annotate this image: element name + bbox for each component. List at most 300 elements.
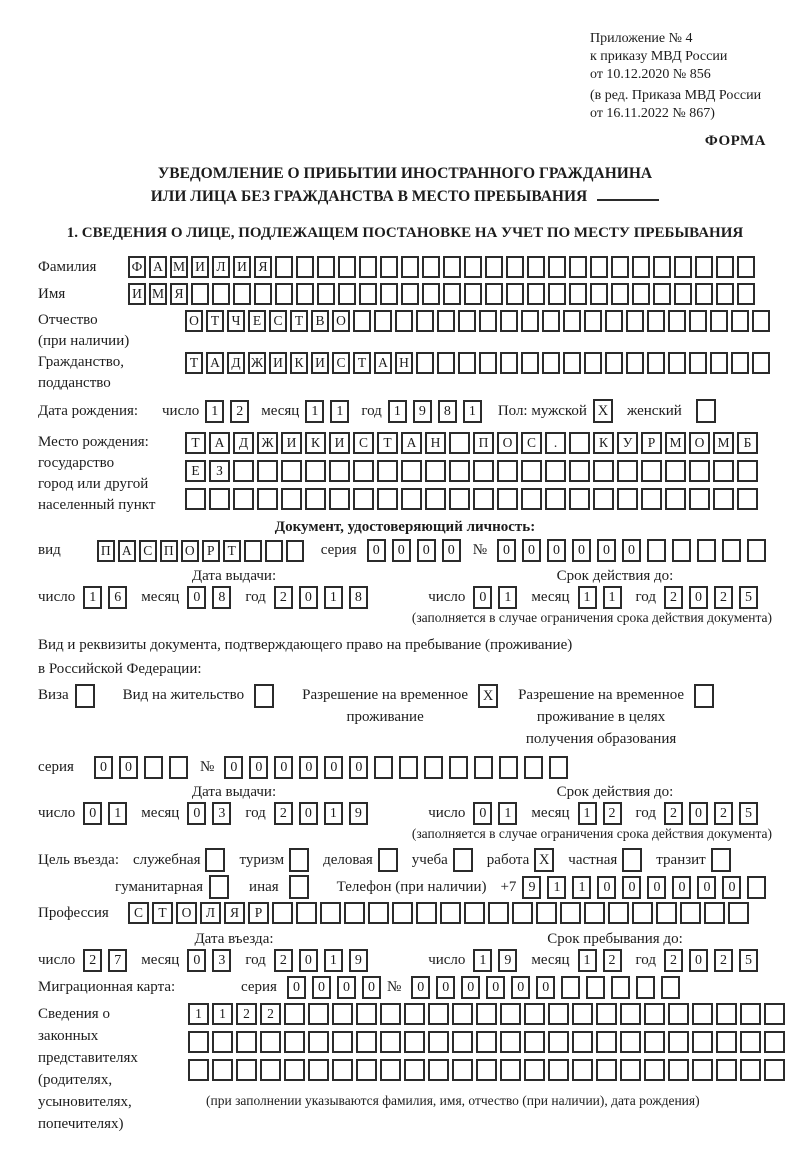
char-box: А	[209, 432, 230, 454]
char-box	[260, 1059, 281, 1081]
char-box	[458, 310, 476, 332]
representatives-right-col	[188, 1003, 788, 1109]
char-box	[722, 539, 741, 562]
char-box	[377, 460, 398, 482]
char-box: 8	[349, 586, 368, 609]
char-box: 1	[212, 1003, 233, 1025]
char-box	[524, 1031, 545, 1053]
char-box	[584, 310, 602, 332]
expiry-month-cells[interactable]	[578, 586, 628, 609]
char-box	[506, 256, 524, 278]
section1-heading: 1. СВЕДЕНИЯ О ЛИЦЕ, ПОДЛЕЖАЩЕМ ПОСТАНОВКЕ НА УЧЕТ ПО МЕСТУ ПРЕБЫВАНИЯ	[66, 225, 744, 241]
char-box	[332, 1059, 353, 1081]
char-box	[359, 283, 377, 305]
patronymic-row	[38, 310, 772, 352]
char-box	[668, 1031, 689, 1053]
char-box	[374, 756, 393, 779]
char-box	[308, 1003, 329, 1025]
char-box	[392, 902, 413, 924]
purpose-tourism-label: туризм	[239, 851, 285, 868]
char-box	[464, 902, 485, 924]
char-box	[695, 256, 713, 278]
char-box	[281, 460, 302, 482]
issue-heading: Дата выдачи:	[191, 784, 277, 800]
appendix-line: от 10.12.2020 № 856	[590, 67, 711, 82]
issue-year-cells[interactable]	[274, 802, 374, 825]
form-title	[38, 162, 772, 208]
char-box: 2	[714, 802, 733, 825]
char-box: 2	[714, 949, 733, 972]
char-box: О	[689, 432, 710, 454]
char-box	[399, 756, 418, 779]
char-box	[596, 1003, 617, 1025]
char-box	[710, 310, 728, 332]
char-box	[428, 1031, 449, 1053]
identity-doc-date-headings	[38, 567, 772, 585]
representatives-cells-stack	[188, 1003, 788, 1081]
issue-month-cells[interactable]	[187, 802, 237, 825]
doc-series-label: серия	[320, 542, 357, 558]
char-box	[740, 1031, 761, 1053]
entry-day-cells[interactable]	[83, 949, 133, 972]
char-box: Р	[248, 902, 269, 924]
gender-male-checkbox[interactable]: X	[593, 399, 613, 423]
patronymic-cells[interactable]	[185, 310, 773, 332]
char-box	[644, 1003, 665, 1025]
char-box: О	[332, 310, 350, 332]
char-box: Ч	[227, 310, 245, 332]
entry-year-cells[interactable]	[274, 949, 374, 972]
char-box	[647, 310, 665, 332]
expiry-day-cells[interactable]	[473, 586, 523, 609]
gender-female-checkbox[interactable]	[696, 399, 716, 423]
identity-doc-note: (заполняется в случае ограничения срока действия документа)	[411, 610, 772, 625]
char-box: 1	[388, 400, 407, 423]
birthplace-cells-row3[interactable]	[185, 488, 761, 510]
char-box	[500, 1031, 521, 1053]
expiry-day-cells[interactable]	[473, 802, 523, 825]
purpose-humanitarian-label: гуманитарная	[115, 878, 204, 895]
char-box: 0	[689, 802, 708, 825]
birth-year-cells[interactable]	[388, 400, 488, 423]
char-box	[716, 1031, 737, 1053]
char-box: Б	[737, 432, 758, 454]
char-box	[191, 283, 209, 305]
purpose-study-checkbox[interactable]	[453, 848, 473, 872]
char-box	[548, 283, 566, 305]
char-box	[545, 460, 566, 482]
char-box: Р	[202, 540, 220, 562]
representatives-cells-row3[interactable]	[188, 1059, 788, 1081]
char-box: Т	[353, 352, 371, 374]
char-box: 2	[230, 400, 249, 423]
char-box: 0	[224, 756, 243, 779]
char-box	[668, 1059, 689, 1081]
expiry-year-cells[interactable]	[664, 586, 764, 609]
char-box	[422, 256, 440, 278]
citizenship-label	[38, 352, 185, 394]
citizenship-label-line2: подданство	[38, 375, 111, 391]
char-box	[641, 460, 662, 482]
representatives-cells-row1[interactable]	[188, 1003, 788, 1025]
issue-year-cells[interactable]	[274, 586, 374, 609]
char-box: 8	[212, 586, 231, 609]
char-box	[569, 256, 587, 278]
char-box	[605, 310, 623, 332]
representatives-block	[38, 1003, 772, 1135]
char-box: П	[473, 432, 494, 454]
temp-residence-permit-checkbox[interactable]: X	[478, 684, 498, 708]
profession-cells[interactable]	[128, 902, 752, 924]
char-box: И	[281, 432, 302, 454]
purpose-business-checkbox[interactable]	[378, 848, 398, 872]
char-box	[416, 310, 434, 332]
char-box	[716, 256, 734, 278]
char-box: Т	[377, 432, 398, 454]
char-box: А	[401, 432, 422, 454]
char-box	[674, 283, 692, 305]
char-box	[500, 1003, 521, 1025]
char-box: 1	[463, 400, 482, 423]
char-box	[188, 1031, 209, 1053]
char-box	[284, 1003, 305, 1025]
char-box	[728, 902, 749, 924]
char-box	[440, 902, 461, 924]
char-box: 0	[722, 876, 741, 899]
char-box: 0	[647, 876, 666, 899]
residence-number-label: №	[200, 759, 215, 775]
month-word: месяц	[141, 952, 180, 968]
day-word: число	[38, 952, 76, 968]
stay-year-cells[interactable]	[664, 949, 764, 972]
char-box	[590, 283, 608, 305]
representatives-label	[38, 1003, 188, 1135]
purpose-official-checkbox[interactable]	[205, 848, 225, 872]
char-box	[404, 1003, 425, 1025]
char-box	[560, 902, 581, 924]
char-box: 0	[287, 976, 306, 999]
char-box: 0	[299, 949, 318, 972]
char-box: Н	[425, 432, 446, 454]
char-box	[144, 756, 163, 779]
representatives-label-line5: усыновителях,	[38, 1094, 132, 1110]
citizenship-cells[interactable]	[185, 352, 773, 374]
char-box: 0	[697, 876, 716, 899]
char-box	[656, 902, 677, 924]
char-box: 6	[108, 586, 127, 609]
purpose-tourism-checkbox[interactable]	[289, 848, 309, 872]
char-box: 2	[603, 949, 622, 972]
char-box	[563, 352, 581, 374]
surname-label: Фамилия	[38, 258, 97, 275]
char-box	[542, 310, 560, 332]
char-box	[647, 539, 666, 562]
char-box	[527, 256, 545, 278]
char-box	[401, 488, 422, 510]
char-box: Е	[248, 310, 266, 332]
residence-doc-intro-line2: в Российской Федерации:	[38, 661, 202, 677]
char-box: 5	[739, 802, 758, 825]
char-box: 0	[473, 586, 492, 609]
char-box: М	[170, 256, 188, 278]
expiry-year-cells[interactable]	[664, 802, 764, 825]
birth-day-cells[interactable]	[205, 400, 255, 423]
purpose-other-checkbox[interactable]	[289, 875, 309, 899]
char-box: М	[713, 432, 734, 454]
entry-dates-row	[38, 949, 772, 972]
char-box	[737, 488, 758, 510]
char-box: К	[305, 432, 326, 454]
month-word: месяц	[141, 589, 180, 605]
residence-number-cells[interactable]	[224, 756, 574, 779]
migration-number-cells[interactable]	[411, 976, 686, 999]
entry-month-cells[interactable]	[187, 949, 237, 972]
char-box	[626, 310, 644, 332]
representatives-label-line6: попечителях)	[38, 1116, 124, 1132]
char-box	[395, 310, 413, 332]
char-box: 0	[299, 586, 318, 609]
birthplace-label	[38, 432, 185, 516]
entry-date-headings	[38, 930, 772, 948]
citizenship-label-line1: Гражданство,	[38, 354, 125, 370]
surname-cells[interactable]	[128, 256, 758, 278]
char-box	[476, 1059, 497, 1081]
char-box: 0	[689, 949, 708, 972]
appendix-line: к приказу МВД России	[590, 49, 728, 64]
doc-number-cells[interactable]	[497, 539, 772, 562]
citizenship-row	[38, 352, 772, 394]
char-box	[359, 256, 377, 278]
char-box	[524, 1059, 545, 1081]
doc-kind-cells[interactable]	[97, 540, 307, 562]
char-box: Т	[206, 310, 224, 332]
char-box: Д	[227, 352, 245, 374]
edu-residence-permit-checkbox[interactable]	[694, 684, 714, 708]
char-box	[545, 488, 566, 510]
char-box: 1	[498, 586, 517, 609]
char-box	[488, 902, 509, 924]
char-box: 2	[260, 1003, 281, 1025]
char-box	[284, 1059, 305, 1081]
birthplace-label-line4: населенный пункт	[38, 497, 156, 513]
phone-cells[interactable]	[522, 876, 772, 899]
char-box	[428, 1003, 449, 1025]
char-box	[401, 460, 422, 482]
purpose-business-label: деловая	[323, 851, 373, 868]
char-box: С	[269, 310, 287, 332]
char-box	[665, 460, 686, 482]
char-box	[236, 1059, 257, 1081]
edu-permit-line3: получения образования	[525, 731, 677, 747]
purpose-humanitarian-checkbox[interactable]	[209, 875, 229, 899]
char-box	[593, 488, 614, 510]
char-box	[521, 352, 539, 374]
issue-day-cells[interactable]	[83, 586, 133, 609]
expiry-month-cells[interactable]	[578, 802, 628, 825]
char-box	[521, 310, 539, 332]
char-box: И	[311, 352, 329, 374]
char-box: 0	[622, 876, 641, 899]
char-box: 1	[324, 802, 343, 825]
edu-permit-line2: проживание в целях	[536, 709, 666, 725]
char-box	[641, 488, 662, 510]
purpose-official-label: служебная	[132, 851, 201, 868]
issue-month-cells[interactable]	[187, 586, 237, 609]
char-box: 0	[299, 802, 318, 825]
char-box: М	[665, 432, 686, 454]
firstname-label: Имя	[38, 285, 66, 302]
char-box: З	[209, 460, 230, 482]
purpose-private-checkbox[interactable]	[622, 848, 642, 872]
char-box	[617, 488, 638, 510]
char-box	[620, 1003, 641, 1025]
char-box: 2	[83, 949, 102, 972]
char-box	[752, 310, 770, 332]
char-box	[499, 756, 518, 779]
char-box	[668, 310, 686, 332]
char-box: 5	[739, 949, 758, 972]
char-box	[632, 283, 650, 305]
char-box	[737, 283, 755, 305]
char-box: 1	[205, 400, 224, 423]
firstname-cells[interactable]	[128, 283, 758, 305]
char-box	[320, 902, 341, 924]
char-box	[605, 352, 623, 374]
purpose-work-checkbox[interactable]: X	[534, 848, 554, 872]
char-box	[704, 902, 725, 924]
char-box: .	[545, 432, 566, 454]
char-box	[636, 976, 655, 999]
char-box: У	[617, 432, 638, 454]
char-box	[572, 1003, 593, 1025]
char-box	[572, 1059, 593, 1081]
temp-permit-line2: проживание	[346, 709, 424, 725]
char-box	[695, 283, 713, 305]
char-box: 2	[236, 1003, 257, 1025]
char-box	[209, 488, 230, 510]
char-box	[563, 310, 581, 332]
char-box	[731, 352, 749, 374]
char-box	[452, 1031, 473, 1053]
char-box	[260, 1031, 281, 1053]
char-box: 1	[603, 586, 622, 609]
entry-heading: Дата въезда:	[194, 931, 274, 947]
char-box	[443, 283, 461, 305]
char-box	[275, 256, 293, 278]
year-word: год	[635, 589, 656, 605]
birthplace-cells-row1[interactable]	[185, 432, 761, 454]
char-box: М	[149, 283, 167, 305]
char-box	[317, 283, 335, 305]
char-box	[611, 256, 629, 278]
year-word: год	[635, 805, 656, 821]
purpose-transit-checkbox[interactable]	[711, 848, 731, 872]
patronymic-label	[38, 310, 185, 352]
issue-day-cells[interactable]	[83, 802, 133, 825]
char-box	[368, 902, 389, 924]
char-box	[353, 310, 371, 332]
revision-line: от 16.11.2022 № 867)	[590, 106, 715, 121]
char-box	[332, 1003, 353, 1025]
char-box	[452, 1059, 473, 1081]
char-box: 2	[714, 586, 733, 609]
gender-female-label: женский	[626, 402, 682, 419]
char-box: И	[329, 432, 350, 454]
char-box: 3	[212, 802, 231, 825]
char-box	[485, 256, 503, 278]
char-box	[296, 256, 314, 278]
char-box: И	[128, 283, 146, 305]
char-box: 2	[664, 586, 683, 609]
char-box	[296, 902, 317, 924]
char-box	[188, 1059, 209, 1081]
phone-label: Телефон (при наличии)	[336, 878, 487, 895]
char-box	[185, 488, 206, 510]
residence-doc-intro-line1: Вид и реквизиты документа, подтверждающего право на пребывание (проживание)	[38, 637, 573, 653]
visa-checkbox[interactable]	[75, 684, 95, 708]
edu-residence-permit-label	[518, 684, 684, 750]
char-box	[479, 352, 497, 374]
char-box: Я	[170, 283, 188, 305]
residence-permit-checkbox[interactable]	[254, 684, 274, 708]
day-word: число	[38, 805, 76, 821]
migration-series-cells[interactable]	[287, 976, 387, 999]
char-box	[569, 432, 590, 454]
visa-option	[38, 684, 95, 708]
char-box	[425, 488, 446, 510]
char-box	[374, 310, 392, 332]
representatives-label-line4: (родителях,	[38, 1072, 113, 1088]
char-box	[548, 1059, 569, 1081]
doc-series-cells[interactable]	[367, 539, 467, 562]
char-box: С	[332, 352, 350, 374]
char-box	[353, 460, 374, 482]
birthplace-cells-row2[interactable]	[185, 460, 761, 482]
char-box	[764, 1059, 785, 1081]
char-box: 2	[603, 802, 622, 825]
char-box: А	[374, 352, 392, 374]
legal-header	[590, 30, 772, 123]
char-box	[233, 460, 254, 482]
char-box	[764, 1003, 785, 1025]
birthplace-label-line1: Место рождения:	[38, 434, 149, 450]
representatives-label-line2: законных	[38, 1028, 99, 1044]
stay-month-cells[interactable]	[578, 949, 628, 972]
title-blank-underline	[597, 189, 659, 201]
purpose-study	[412, 848, 473, 872]
form-title-line2	[38, 185, 772, 208]
firstname-row	[38, 283, 772, 305]
char-box	[611, 283, 629, 305]
char-box	[338, 283, 356, 305]
char-box: 9	[413, 400, 432, 423]
temp-permit-line1: Разрешение на временное	[302, 687, 469, 703]
char-box	[536, 902, 557, 924]
stay-day-cells[interactable]	[473, 949, 523, 972]
char-box: А	[149, 256, 167, 278]
edu-residence-permit-option	[518, 684, 714, 750]
char-box: О	[185, 310, 203, 332]
char-box	[665, 488, 686, 510]
char-box	[561, 976, 580, 999]
representatives-cells-row2[interactable]	[188, 1031, 788, 1053]
birth-month-cells[interactable]	[305, 400, 355, 423]
day-word: число	[428, 589, 466, 605]
char-box	[329, 460, 350, 482]
char-box: 1	[572, 876, 591, 899]
char-box	[281, 488, 302, 510]
residence-series-cells[interactable]	[94, 756, 194, 779]
